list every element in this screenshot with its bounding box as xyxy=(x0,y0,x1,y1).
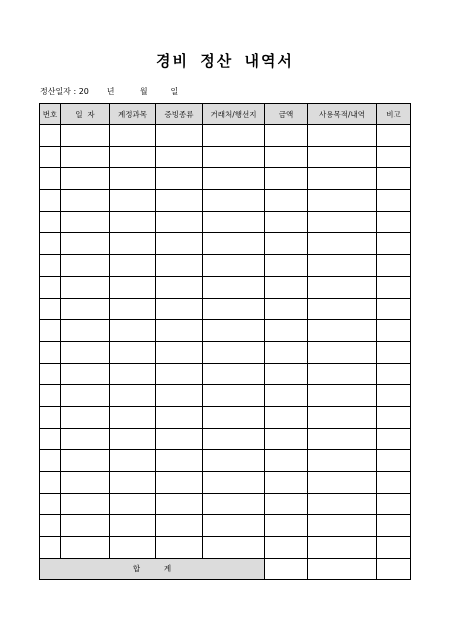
cell-amount[interactable] xyxy=(265,211,308,233)
cell-account[interactable] xyxy=(110,320,156,342)
total-label-text: 합 계 xyxy=(132,564,172,574)
total-label xyxy=(40,558,265,579)
cell-evidence-type[interactable] xyxy=(156,125,203,147)
cell-no[interactable] xyxy=(40,320,61,342)
header-amount: 금액 xyxy=(265,104,308,125)
cell-no[interactable] xyxy=(40,450,61,472)
table-row xyxy=(40,472,411,494)
table-row xyxy=(40,450,411,472)
cell-account[interactable] xyxy=(110,125,156,147)
cell-no[interactable] xyxy=(40,341,61,363)
cell-purpose[interactable] xyxy=(308,125,377,147)
cell-amount[interactable] xyxy=(265,493,308,515)
table-body xyxy=(40,125,411,559)
cell-evidence-type[interactable] xyxy=(156,211,203,233)
cell-evidence-type[interactable] xyxy=(156,493,203,515)
header-no: 번호 xyxy=(40,104,61,125)
cell-vendor-destination[interactable] xyxy=(203,276,265,298)
cell-amount[interactable] xyxy=(265,450,308,472)
cell-vendor-destination[interactable] xyxy=(203,537,265,559)
cell-vendor-destination[interactable] xyxy=(203,146,265,168)
cell-no[interactable] xyxy=(40,537,61,559)
cell-vendor-destination[interactable] xyxy=(203,450,265,472)
cell-account[interactable] xyxy=(110,211,156,233)
cell-date[interactable] xyxy=(61,190,110,212)
table-row xyxy=(40,255,411,277)
cell-account[interactable] xyxy=(110,276,156,298)
cell-amount[interactable] xyxy=(265,385,308,407)
cell-remarks[interactable] xyxy=(377,168,411,190)
cell-evidence-type[interactable] xyxy=(156,233,203,255)
header-evidence-type: 증빙종류 xyxy=(156,104,203,125)
cell-evidence-type[interactable] xyxy=(156,168,203,190)
cell-amount[interactable] xyxy=(265,125,308,147)
cell-date[interactable] xyxy=(61,450,110,472)
cell-amount[interactable] xyxy=(265,190,308,212)
cell-no[interactable] xyxy=(40,276,61,298)
cell-date[interactable] xyxy=(61,233,110,255)
cell-no[interactable] xyxy=(40,125,61,147)
header-date: 일 자 xyxy=(61,104,110,125)
total-amount-cell[interactable] xyxy=(265,558,308,579)
cell-remarks[interactable] xyxy=(377,385,411,407)
cell-purpose[interactable] xyxy=(308,298,377,320)
cell-remarks[interactable] xyxy=(377,406,411,428)
cell-date[interactable] xyxy=(61,276,110,298)
table-row xyxy=(40,211,411,233)
header-account: 계정과목 xyxy=(110,104,156,125)
cell-no[interactable] xyxy=(40,385,61,407)
cell-date[interactable] xyxy=(61,168,110,190)
cell-amount[interactable] xyxy=(265,537,308,559)
cell-remarks[interactable] xyxy=(377,450,411,472)
cell-remarks[interactable] xyxy=(377,298,411,320)
cell-evidence-type[interactable] xyxy=(156,537,203,559)
day-label: 일 xyxy=(170,87,179,96)
cell-evidence-type[interactable] xyxy=(156,515,203,537)
cell-purpose[interactable] xyxy=(308,493,377,515)
cell-purpose[interactable] xyxy=(308,233,377,255)
cell-date[interactable] xyxy=(61,146,110,168)
cell-purpose[interactable] xyxy=(308,363,377,385)
cell-vendor-destination[interactable] xyxy=(203,406,265,428)
header-purpose: 사용목적/내역 xyxy=(308,104,377,125)
cell-account[interactable] xyxy=(110,233,156,255)
cell-purpose[interactable] xyxy=(308,406,377,428)
cell-vendor-destination[interactable] xyxy=(203,125,265,147)
cell-remarks[interactable] xyxy=(377,255,411,277)
cell-remarks[interactable] xyxy=(377,515,411,537)
cell-evidence-type[interactable] xyxy=(156,450,203,472)
cell-date[interactable] xyxy=(61,320,110,342)
table-row xyxy=(40,146,411,168)
cell-evidence-type[interactable] xyxy=(156,298,203,320)
expense-table xyxy=(39,103,411,580)
cell-no[interactable] xyxy=(40,515,61,537)
cell-no[interactable] xyxy=(40,168,61,190)
cell-evidence-type[interactable] xyxy=(156,363,203,385)
cell-evidence-type[interactable] xyxy=(156,385,203,407)
cell-no[interactable] xyxy=(40,472,61,494)
cell-evidence-type[interactable] xyxy=(156,406,203,428)
cell-account[interactable] xyxy=(110,493,156,515)
cell-account[interactable] xyxy=(110,298,156,320)
cell-purpose[interactable] xyxy=(308,537,377,559)
year-label: 년 xyxy=(106,87,115,96)
cell-date[interactable] xyxy=(61,363,110,385)
cell-purpose[interactable] xyxy=(308,168,377,190)
cell-no[interactable] xyxy=(40,146,61,168)
cell-no[interactable] xyxy=(40,190,61,212)
cell-vendor-destination[interactable] xyxy=(203,385,265,407)
table-row xyxy=(40,493,411,515)
cell-remarks[interactable] xyxy=(377,472,411,494)
cell-purpose[interactable] xyxy=(308,320,377,342)
cell-vendor-destination[interactable] xyxy=(203,298,265,320)
cell-purpose[interactable] xyxy=(308,276,377,298)
cell-remarks[interactable] xyxy=(377,341,411,363)
cell-amount[interactable] xyxy=(265,320,308,342)
cell-remarks[interactable] xyxy=(377,363,411,385)
total-remarks-cell[interactable] xyxy=(377,558,411,579)
table-row xyxy=(40,515,411,537)
cell-date[interactable] xyxy=(61,472,110,494)
cell-account[interactable] xyxy=(110,428,156,450)
cell-no[interactable] xyxy=(40,211,61,233)
total-row xyxy=(40,558,411,579)
cell-date[interactable] xyxy=(61,385,110,407)
cell-purpose[interactable] xyxy=(308,255,377,277)
cell-account[interactable] xyxy=(110,341,156,363)
cell-amount[interactable] xyxy=(265,472,308,494)
cell-purpose[interactable] xyxy=(308,428,377,450)
table-row xyxy=(40,341,411,363)
cell-amount[interactable] xyxy=(265,515,308,537)
table-row xyxy=(40,385,411,407)
cell-account[interactable] xyxy=(110,168,156,190)
cell-purpose[interactable] xyxy=(308,190,377,212)
cell-amount[interactable] xyxy=(265,168,308,190)
cell-amount[interactable] xyxy=(265,146,308,168)
cell-remarks[interactable] xyxy=(377,320,411,342)
settlement-date-line xyxy=(40,86,178,97)
cell-no[interactable] xyxy=(40,363,61,385)
document-title: 경비 정산 내역서 xyxy=(156,52,294,70)
cell-amount[interactable] xyxy=(265,406,308,428)
cell-date[interactable] xyxy=(61,341,110,363)
cell-vendor-destination[interactable] xyxy=(203,515,265,537)
cell-no[interactable] xyxy=(40,233,61,255)
cell-vendor-destination[interactable] xyxy=(203,341,265,363)
cell-account[interactable] xyxy=(110,537,156,559)
cell-evidence-type[interactable] xyxy=(156,320,203,342)
header-vendor-destination: 거래처/행선지 xyxy=(203,104,265,125)
cell-date[interactable] xyxy=(61,255,110,277)
cell-account[interactable] xyxy=(110,146,156,168)
cell-evidence-type[interactable] xyxy=(156,146,203,168)
cell-amount[interactable] xyxy=(265,363,308,385)
cell-account[interactable] xyxy=(110,406,156,428)
cell-amount[interactable] xyxy=(265,298,308,320)
cell-remarks[interactable] xyxy=(377,493,411,515)
cell-account[interactable] xyxy=(110,255,156,277)
cell-account[interactable] xyxy=(110,190,156,212)
table-row xyxy=(40,276,411,298)
cell-purpose[interactable] xyxy=(308,211,377,233)
cell-date[interactable] xyxy=(61,211,110,233)
cell-evidence-type[interactable] xyxy=(156,341,203,363)
cell-date[interactable] xyxy=(61,406,110,428)
table-row xyxy=(40,363,411,385)
cell-account[interactable] xyxy=(110,450,156,472)
cell-no[interactable] xyxy=(40,406,61,428)
cell-date[interactable] xyxy=(61,125,110,147)
cell-purpose[interactable] xyxy=(308,515,377,537)
cell-evidence-type[interactable] xyxy=(156,190,203,212)
table-row xyxy=(40,406,411,428)
cell-date[interactable] xyxy=(61,298,110,320)
cell-remarks[interactable] xyxy=(377,211,411,233)
cell-account[interactable] xyxy=(110,385,156,407)
cell-remarks[interactable] xyxy=(377,233,411,255)
cell-vendor-destination[interactable] xyxy=(203,363,265,385)
cell-remarks[interactable] xyxy=(377,190,411,212)
cell-no[interactable] xyxy=(40,493,61,515)
cell-vendor-destination[interactable] xyxy=(203,493,265,515)
cell-date[interactable] xyxy=(61,515,110,537)
cell-evidence-type[interactable] xyxy=(156,276,203,298)
table-row xyxy=(40,233,411,255)
cell-amount[interactable] xyxy=(265,341,308,363)
cell-amount[interactable] xyxy=(265,233,308,255)
cell-vendor-destination[interactable] xyxy=(203,190,265,212)
month-label: 월 xyxy=(139,87,148,96)
cell-vendor-destination[interactable] xyxy=(203,472,265,494)
cell-purpose[interactable] xyxy=(308,341,377,363)
cell-amount[interactable] xyxy=(265,276,308,298)
cell-amount[interactable] xyxy=(265,255,308,277)
table-row xyxy=(40,320,411,342)
cell-evidence-type[interactable] xyxy=(156,428,203,450)
cell-evidence-type[interactable] xyxy=(156,255,203,277)
cell-no[interactable] xyxy=(40,255,61,277)
header-remarks: 비고 xyxy=(377,104,411,125)
cell-no[interactable] xyxy=(40,298,61,320)
cell-purpose[interactable] xyxy=(308,472,377,494)
table-row xyxy=(40,168,411,190)
cell-amount[interactable] xyxy=(265,428,308,450)
cell-vendor-destination[interactable] xyxy=(203,320,265,342)
cell-date[interactable] xyxy=(61,493,110,515)
cell-vendor-destination[interactable] xyxy=(203,233,265,255)
cell-remarks[interactable] xyxy=(377,125,411,147)
table-row xyxy=(40,190,411,212)
settlement-date-label: 정산일자 : 20 xyxy=(40,87,89,96)
cell-remarks[interactable] xyxy=(377,428,411,450)
cell-vendor-destination[interactable] xyxy=(203,168,265,190)
cell-account[interactable] xyxy=(110,515,156,537)
cell-vendor-destination[interactable] xyxy=(203,255,265,277)
cell-vendor-destination[interactable] xyxy=(203,428,265,450)
header-row xyxy=(40,104,411,125)
total-purpose-cell[interactable] xyxy=(308,558,377,579)
cell-purpose[interactable] xyxy=(308,450,377,472)
cell-account[interactable] xyxy=(110,363,156,385)
cell-remarks[interactable] xyxy=(377,146,411,168)
cell-account[interactable] xyxy=(110,472,156,494)
table-row xyxy=(40,125,411,147)
cell-vendor-destination[interactable] xyxy=(203,211,265,233)
cell-date[interactable] xyxy=(61,537,110,559)
cell-purpose[interactable] xyxy=(308,385,377,407)
cell-no[interactable] xyxy=(40,428,61,450)
cell-purpose[interactable] xyxy=(308,146,377,168)
cell-evidence-type[interactable] xyxy=(156,472,203,494)
table-row xyxy=(40,537,411,559)
cell-remarks[interactable] xyxy=(377,537,411,559)
table-row xyxy=(40,428,411,450)
cell-date[interactable] xyxy=(61,428,110,450)
cell-remarks[interactable] xyxy=(377,276,411,298)
table-row xyxy=(40,298,411,320)
